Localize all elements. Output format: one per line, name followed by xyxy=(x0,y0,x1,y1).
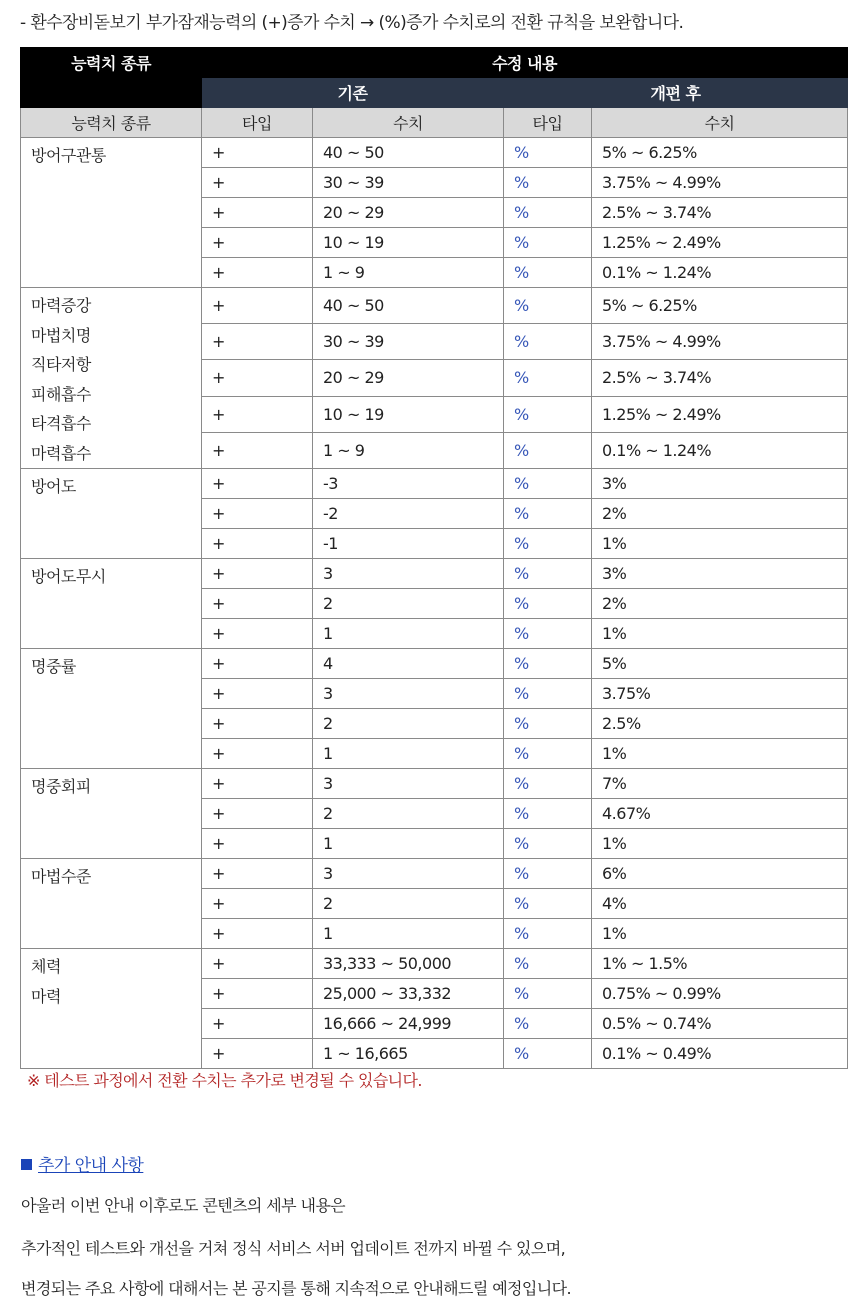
value-after-cell: 1% ~ 1.5% xyxy=(592,949,848,979)
header-after: 개편 후 xyxy=(504,78,848,108)
stat-name-cell xyxy=(21,288,202,469)
stat-name: 마법치명 xyxy=(31,325,91,345)
value-after-cell: 1% xyxy=(592,829,848,859)
type-before-cell: + xyxy=(202,979,313,1009)
value-before-cell: 20 ~ 29 xyxy=(313,198,504,228)
type-before-cell: + xyxy=(202,138,313,168)
paragraph-2: 추가적인 테스트와 개선을 거쳐 정식 서비스 서버 업데이트 전까지 바뀔 수 있으며, xyxy=(21,1239,566,1258)
type-after-cell: % xyxy=(504,649,592,679)
type-before-cell: + xyxy=(202,859,313,889)
value-before-cell: 3 xyxy=(313,679,504,709)
value-after-cell: 2.5% ~ 3.74% xyxy=(592,360,848,396)
value-after-cell: 2.5% ~ 3.74% xyxy=(592,198,848,228)
paragraph-1: 아울러 이번 안내 이후로도 콘텐츠의 세부 내용은 xyxy=(21,1196,346,1215)
type-after-cell: % xyxy=(504,829,592,859)
type-after-cell: % xyxy=(504,1009,592,1039)
table-row xyxy=(21,469,848,499)
value-after-cell: 5% xyxy=(592,649,848,679)
value-before-cell: 2 xyxy=(313,799,504,829)
type-after-cell: % xyxy=(504,168,592,198)
value-after-cell: 1% xyxy=(592,529,848,559)
stat-name: 방어도무시 xyxy=(31,567,106,586)
table-row xyxy=(21,288,848,324)
stat-name-cell xyxy=(21,138,202,288)
value-after-cell: 3.75% xyxy=(592,679,848,709)
value-before-cell: 2 xyxy=(313,889,504,919)
type-after-cell: % xyxy=(504,469,592,499)
value-before-cell: 10 ~ 19 xyxy=(313,228,504,258)
value-after-cell: 2% xyxy=(592,589,848,619)
type-after-cell: % xyxy=(504,432,592,468)
type-before-cell: + xyxy=(202,198,313,228)
type-after-cell: % xyxy=(504,889,592,919)
section-title-text: 추가 안내 사항 xyxy=(38,1156,144,1176)
type-after-cell: % xyxy=(504,529,592,559)
type-before-cell: + xyxy=(202,649,313,679)
value-before-cell: 1 xyxy=(313,919,504,949)
stat-name: 피해흡수 xyxy=(31,384,91,404)
value-after-cell: 1.25% ~ 2.49% xyxy=(592,396,848,432)
type-after-cell: % xyxy=(504,324,592,360)
value-before-cell: 2 xyxy=(313,589,504,619)
value-after-cell: 3.75% ~ 4.99% xyxy=(592,168,848,198)
value-after-cell: 1% xyxy=(592,739,848,769)
stat-name-cell xyxy=(21,559,202,649)
value-before-cell: 1 xyxy=(313,619,504,649)
type-before-cell: + xyxy=(202,360,313,396)
type-after-cell: % xyxy=(504,919,592,949)
value-after-cell: 4% xyxy=(592,889,848,919)
value-before-cell: 30 ~ 39 xyxy=(313,168,504,198)
type-before-cell: + xyxy=(202,168,313,198)
paragraph-3: 변경되는 주요 사항에 대해서는 본 공지를 통해 지속적으로 안내해드릴 예정입니다. xyxy=(21,1279,571,1298)
type-before-cell: + xyxy=(202,709,313,739)
table-row xyxy=(21,769,848,799)
stat-name-cell xyxy=(21,769,202,859)
stat-name: 타격흡수 xyxy=(31,414,91,433)
type-after-cell: % xyxy=(504,396,592,432)
value-before-cell: 3 xyxy=(313,559,504,589)
type-after-cell: % xyxy=(504,589,592,619)
type-before-cell: + xyxy=(202,949,313,979)
value-before-cell: 30 ~ 39 xyxy=(313,324,504,360)
type-before-cell: + xyxy=(202,1009,313,1039)
stat-name: 방어도 xyxy=(31,477,76,496)
value-after-cell: 6% xyxy=(592,859,848,889)
col-stat: 능력치 종류 xyxy=(21,108,202,138)
type-before-cell: + xyxy=(202,499,313,529)
type-after-cell: % xyxy=(504,949,592,979)
value-after-cell: 3% xyxy=(592,559,848,589)
type-after-cell: % xyxy=(504,679,592,709)
stat-name-cell xyxy=(21,859,202,949)
type-before-cell: + xyxy=(202,589,313,619)
type-before-cell: + xyxy=(202,396,313,432)
value-before-cell: 1 xyxy=(313,739,504,769)
value-after-cell: 1% xyxy=(592,919,848,949)
value-after-cell: 0.1% ~ 1.24% xyxy=(592,432,848,468)
type-after-cell: % xyxy=(504,258,592,288)
stat-name: 직타저항 xyxy=(31,355,91,374)
col-type-before: 타입 xyxy=(202,108,313,138)
type-before-cell: + xyxy=(202,829,313,859)
type-after-cell: % xyxy=(504,138,592,168)
type-before-cell: + xyxy=(202,469,313,499)
value-before-cell: 10 ~ 19 xyxy=(313,396,504,432)
value-after-cell: 2% xyxy=(592,499,848,529)
value-before-cell: 2 xyxy=(313,709,504,739)
value-before-cell: 1 ~ 16,665 xyxy=(313,1039,504,1069)
table-row xyxy=(21,859,848,889)
blue-square-icon xyxy=(21,1159,32,1170)
type-after-cell: % xyxy=(504,360,592,396)
type-after-cell: % xyxy=(504,499,592,529)
value-after-cell: 1.25% ~ 2.49% xyxy=(592,228,848,258)
type-after-cell: % xyxy=(504,198,592,228)
stat-name: 명중률 xyxy=(31,657,76,676)
value-before-cell: 1 ~ 9 xyxy=(313,258,504,288)
type-after-cell: % xyxy=(504,739,592,769)
stat-name: 마법수준 xyxy=(31,867,91,886)
value-after-cell: 5% ~ 6.25% xyxy=(592,138,848,168)
type-after-cell: % xyxy=(504,799,592,829)
conversion-table xyxy=(20,47,848,1069)
stat-name-cell xyxy=(21,949,202,1069)
table-row xyxy=(21,949,848,979)
type-before-cell: + xyxy=(202,799,313,829)
type-after-cell: % xyxy=(504,559,592,589)
value-before-cell: -1 xyxy=(313,529,504,559)
header-change: 수정 내용 xyxy=(202,48,848,78)
value-before-cell: 25,000 ~ 33,332 xyxy=(313,979,504,1009)
value-after-cell: 5% ~ 6.25% xyxy=(592,288,848,324)
type-before-cell: + xyxy=(202,889,313,919)
section-title-link[interactable] xyxy=(21,1151,143,1176)
type-before-cell: + xyxy=(202,679,313,709)
type-after-cell: % xyxy=(504,228,592,258)
type-before-cell: + xyxy=(202,1039,313,1069)
type-before-cell: + xyxy=(202,919,313,949)
col-type-after: 타입 xyxy=(504,108,592,138)
header-before: 기존 xyxy=(202,78,504,108)
type-before-cell: + xyxy=(202,529,313,559)
type-after-cell: % xyxy=(504,1039,592,1069)
value-before-cell: 33,333 ~ 50,000 xyxy=(313,949,504,979)
value-after-cell: 1% xyxy=(592,619,848,649)
type-after-cell: % xyxy=(504,769,592,799)
value-before-cell: -2 xyxy=(313,499,504,529)
stat-name: 방어구관통 xyxy=(31,146,106,165)
type-before-cell: + xyxy=(202,739,313,769)
value-before-cell: 1 xyxy=(313,829,504,859)
header-stat-type: 능력치 종류 xyxy=(21,48,202,78)
stat-name-cell xyxy=(21,649,202,769)
header-blank xyxy=(21,78,202,108)
table-row xyxy=(21,559,848,589)
value-before-cell: 1 ~ 9 xyxy=(313,432,504,468)
value-before-cell: 20 ~ 29 xyxy=(313,360,504,396)
value-before-cell: -3 xyxy=(313,469,504,499)
type-before-cell: + xyxy=(202,324,313,360)
type-after-cell: % xyxy=(504,859,592,889)
value-after-cell: 4.67% xyxy=(592,799,848,829)
value-before-cell: 3 xyxy=(313,859,504,889)
value-after-cell: 7% xyxy=(592,769,848,799)
type-before-cell: + xyxy=(202,228,313,258)
col-value-before: 수치 xyxy=(313,108,504,138)
type-after-cell: % xyxy=(504,288,592,324)
value-before-cell: 16,666 ~ 24,999 xyxy=(313,1009,504,1039)
stat-name: 체력 xyxy=(31,957,61,976)
value-after-cell: 0.1% ~ 1.24% xyxy=(592,258,848,288)
type-before-cell: + xyxy=(202,258,313,288)
value-before-cell: 3 xyxy=(313,769,504,799)
type-after-cell: % xyxy=(504,709,592,739)
type-after-cell: % xyxy=(504,619,592,649)
value-before-cell: 40 ~ 50 xyxy=(313,138,504,168)
stat-name-cell xyxy=(21,469,202,559)
value-before-cell: 4 xyxy=(313,649,504,679)
type-after-cell: % xyxy=(504,979,592,1009)
value-after-cell: 0.5% ~ 0.74% xyxy=(592,1009,848,1039)
table-body xyxy=(21,138,848,1069)
stat-name: 마력증강 xyxy=(31,296,91,315)
value-after-cell: 0.75% ~ 0.99% xyxy=(592,979,848,1009)
type-before-cell: + xyxy=(202,432,313,468)
table-row xyxy=(21,138,848,168)
value-after-cell: 2.5% xyxy=(592,709,848,739)
table-row xyxy=(21,649,848,679)
notice-note: ※ 테스트 과정에서 전환 수치는 추가로 변경될 수 있습니다. xyxy=(27,1071,422,1090)
type-before-cell: + xyxy=(202,769,313,799)
stat-name: 마력흡수 xyxy=(31,443,91,463)
stat-name: 명중회피 xyxy=(31,777,91,796)
stat-name: 마력 xyxy=(31,986,61,1006)
type-before-cell: + xyxy=(202,619,313,649)
value-before-cell: 40 ~ 50 xyxy=(313,288,504,324)
type-before-cell: + xyxy=(202,288,313,324)
value-after-cell: 0.1% ~ 0.49% xyxy=(592,1039,848,1069)
col-value-after: 수치 xyxy=(592,108,848,138)
intro-text: - 환수장비돋보기 부가잠재능력의 (+)증가 수치 → (%)증가 수치로의 전환 규칙을 보완합니다. xyxy=(20,13,684,33)
value-after-cell: 3.75% ~ 4.99% xyxy=(592,324,848,360)
value-after-cell: 3% xyxy=(592,469,848,499)
type-before-cell: + xyxy=(202,559,313,589)
